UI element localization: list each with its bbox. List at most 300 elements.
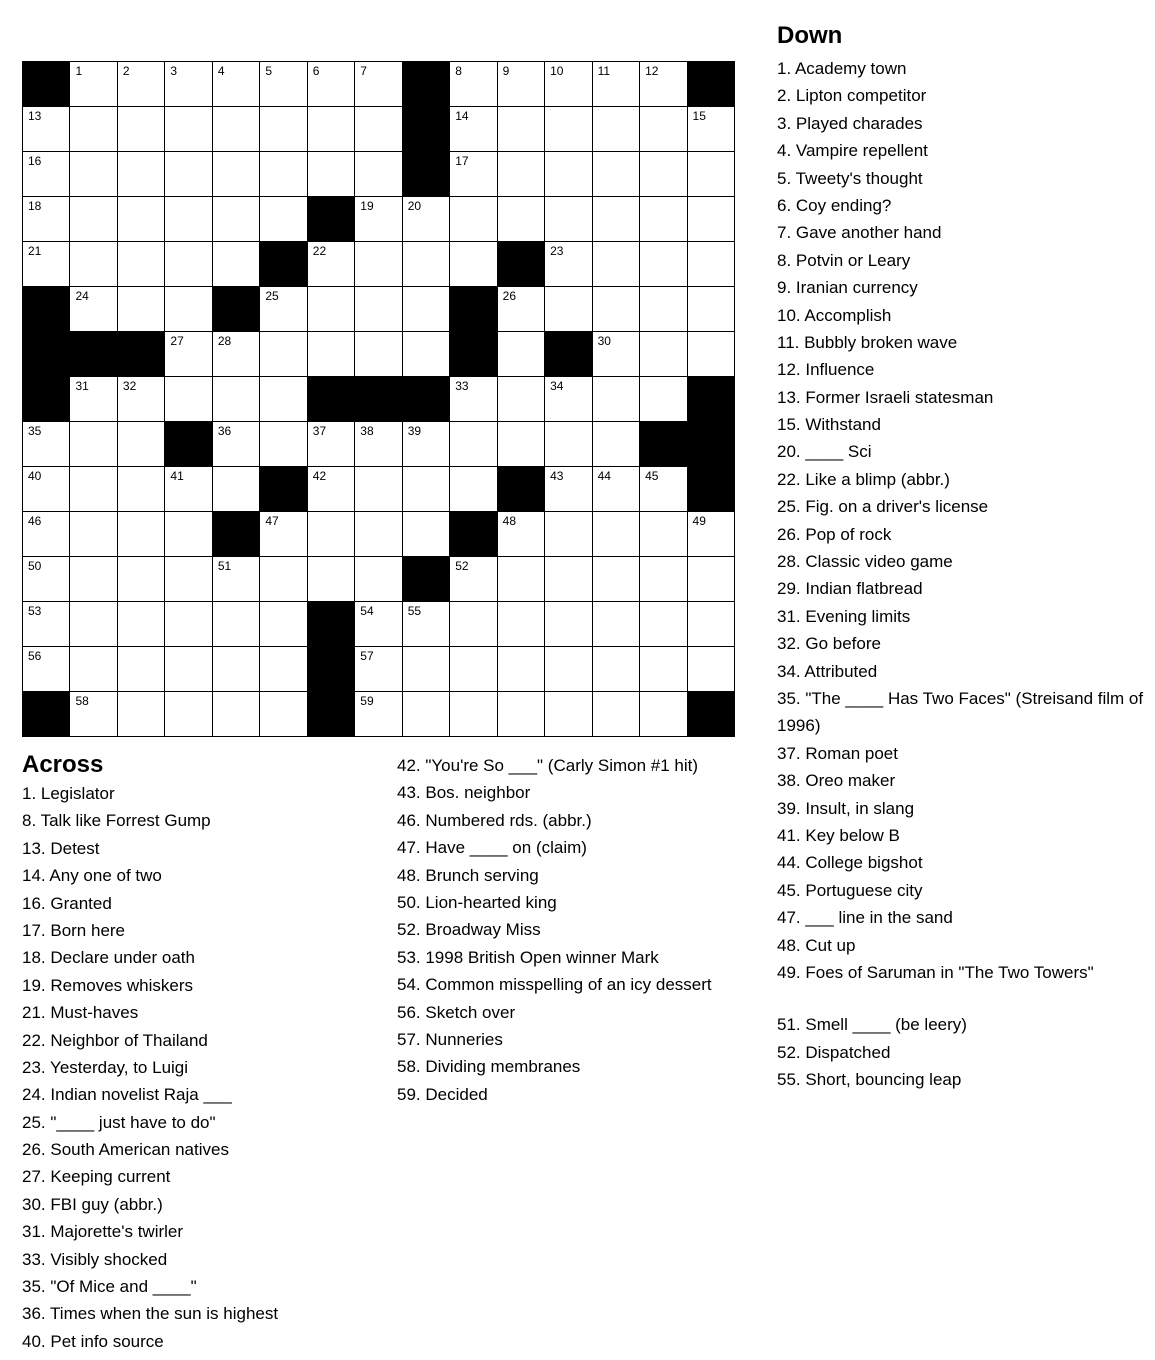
grid-cell[interactable] xyxy=(165,467,212,512)
grid-cell[interactable] xyxy=(23,512,70,557)
clue-item: 55. Short, bouncing leap xyxy=(777,1070,962,1090)
grid-cell[interactable] xyxy=(640,62,687,107)
clue-item: 17. Born here xyxy=(22,920,126,940)
black-square xyxy=(308,647,355,692)
clue-item: 8. Potvin or Leary xyxy=(777,250,911,270)
grid-cell[interactable] xyxy=(165,197,212,242)
grid-cell[interactable] xyxy=(450,377,497,422)
grid-cell[interactable] xyxy=(260,287,307,332)
grid-cell[interactable] xyxy=(640,287,687,332)
grid-cell[interactable] xyxy=(403,512,450,557)
grid-cell[interactable] xyxy=(118,422,165,467)
grid-cell[interactable] xyxy=(308,512,355,557)
grid-cell[interactable] xyxy=(640,512,687,557)
grid-cell[interactable] xyxy=(593,647,640,692)
grid-cell[interactable] xyxy=(545,557,592,602)
cell-number: 33 xyxy=(455,379,469,393)
clue-item: 13. Detest xyxy=(22,838,100,858)
clue-item: 47. Have ____ on (claim) xyxy=(397,838,587,858)
grid-cell[interactable] xyxy=(450,602,497,647)
cell-number: 3 xyxy=(170,64,178,78)
black-square xyxy=(498,467,545,512)
cell-number: 15 xyxy=(692,109,706,123)
grid-cell[interactable] xyxy=(593,557,640,602)
clue-item: 35. "The ____ Has Two Faces" (Streisand film of 1996) xyxy=(777,688,1144,736)
black-square xyxy=(450,332,497,377)
grid-cell[interactable] xyxy=(593,377,640,422)
grid-cell[interactable] xyxy=(165,647,212,692)
across-clue-list-1 xyxy=(22,780,382,1355)
cell-number: 26 xyxy=(502,289,517,303)
clue-item: 2. Lipton competitor xyxy=(777,86,927,106)
grid-cell[interactable] xyxy=(118,197,165,242)
cell-number: 45 xyxy=(645,469,659,483)
grid-cell[interactable] xyxy=(260,422,307,467)
down-clue-list xyxy=(777,55,1147,1093)
grid-cell[interactable] xyxy=(688,242,735,287)
black-square xyxy=(688,62,735,107)
clue-item: 20. ____ Sci xyxy=(777,442,872,462)
grid-cell[interactable] xyxy=(165,332,212,377)
grid-cell[interactable] xyxy=(23,242,70,287)
grid-cell[interactable] xyxy=(70,242,117,287)
grid-cell[interactable] xyxy=(70,197,117,242)
black-square xyxy=(403,62,450,107)
grid-cell[interactable] xyxy=(260,107,307,152)
grid-cell[interactable] xyxy=(355,197,402,242)
grid-cell[interactable] xyxy=(23,557,70,602)
clue-item: 15. Withstand xyxy=(777,415,881,435)
grid-cell[interactable] xyxy=(308,242,355,287)
clue-item: 42. "You're So ___" (Carly Simon #1 hit) xyxy=(397,756,699,775)
cell-number: 10 xyxy=(550,64,564,78)
grid-cell[interactable] xyxy=(640,332,687,377)
cell-number: 49 xyxy=(692,514,706,528)
grid-cell[interactable] xyxy=(450,422,497,467)
grid-cell[interactable] xyxy=(688,602,735,647)
grid-cell[interactable] xyxy=(213,377,260,422)
cell-number: 56 xyxy=(28,649,42,663)
clue-item: 59. Decided xyxy=(397,1084,488,1104)
grid-cell[interactable] xyxy=(640,107,687,152)
grid-cell[interactable] xyxy=(355,242,402,287)
clue-item: 8. Talk like Forrest Gump xyxy=(22,811,211,831)
grid-cell[interactable] xyxy=(403,647,450,692)
grid-cell[interactable] xyxy=(118,557,165,602)
grid-cell[interactable] xyxy=(260,602,307,647)
cell-number: 31 xyxy=(75,379,89,393)
black-square xyxy=(118,332,165,377)
clue-item: 9. Iranian currency xyxy=(777,278,918,298)
clue-item: 25. Fig. on a driver's license xyxy=(777,497,989,517)
grid-cell[interactable] xyxy=(593,287,640,332)
grid-cell[interactable] xyxy=(118,692,165,737)
clue-item: 50. Lion-hearted king xyxy=(397,892,557,912)
black-square xyxy=(165,422,212,467)
black-square xyxy=(23,692,70,737)
cell-number: 43 xyxy=(550,469,564,483)
grid-cell[interactable] xyxy=(118,62,165,107)
grid-cell[interactable] xyxy=(70,422,117,467)
grid-cell[interactable] xyxy=(23,107,70,152)
grid-cell[interactable] xyxy=(213,107,260,152)
grid-cell[interactable] xyxy=(355,332,402,377)
grid-cell[interactable] xyxy=(70,692,117,737)
grid-cell[interactable] xyxy=(23,422,70,467)
black-square xyxy=(308,692,355,737)
grid-cell[interactable] xyxy=(545,152,592,197)
black-square xyxy=(260,242,307,287)
grid-cell[interactable] xyxy=(450,692,497,737)
grid-cell[interactable] xyxy=(70,62,117,107)
grid-cell[interactable] xyxy=(70,557,117,602)
grid-cell[interactable] xyxy=(450,152,497,197)
grid-cell[interactable] xyxy=(165,287,212,332)
clue-item: 4. Vampire repellent xyxy=(777,141,928,161)
grid-cell[interactable] xyxy=(450,197,497,242)
grid-cell[interactable] xyxy=(118,287,165,332)
grid-cell[interactable] xyxy=(498,377,545,422)
grid-cell[interactable] xyxy=(593,602,640,647)
cell-number: 40 xyxy=(28,469,42,483)
black-square xyxy=(640,422,687,467)
black-square xyxy=(308,377,355,422)
grid-cell[interactable] xyxy=(213,332,260,377)
grid-cell[interactable] xyxy=(118,242,165,287)
clue-item: 51. Smell ____ (be leery) xyxy=(777,1015,967,1035)
grid-cell[interactable] xyxy=(640,467,687,512)
grid-cell[interactable] xyxy=(688,287,735,332)
clue-item: 52. Broadway Miss xyxy=(397,920,541,940)
cell-number: 42 xyxy=(312,469,327,483)
black-square xyxy=(355,377,402,422)
grid-cell[interactable] xyxy=(545,377,592,422)
grid-cell[interactable] xyxy=(498,107,545,152)
black-square xyxy=(688,377,735,422)
grid-cell[interactable] xyxy=(355,647,402,692)
grid-cell[interactable] xyxy=(450,62,497,107)
grid-cell[interactable] xyxy=(23,197,70,242)
clue-item: 18. Declare under oath xyxy=(22,948,195,968)
grid-cell[interactable] xyxy=(355,467,402,512)
cell-number: 19 xyxy=(360,199,374,213)
grid-cell[interactable] xyxy=(403,287,450,332)
grid-cell[interactable] xyxy=(498,692,545,737)
black-square xyxy=(308,197,355,242)
grid-cell[interactable] xyxy=(23,467,70,512)
grid-cell[interactable] xyxy=(640,242,687,287)
grid-cell[interactable] xyxy=(165,692,212,737)
grid-cell[interactable] xyxy=(640,647,687,692)
cell-number: 5 xyxy=(265,64,273,78)
cell-number: 13 xyxy=(28,109,42,123)
clue-item: 24. Indian novelist Raja ___ xyxy=(22,1085,232,1105)
grid-cell[interactable] xyxy=(640,197,687,242)
grid-cell[interactable] xyxy=(165,557,212,602)
cell-number: 12 xyxy=(645,64,659,78)
grid-cell[interactable] xyxy=(260,557,307,602)
grid-cell[interactable] xyxy=(593,467,640,512)
grid-cell[interactable] xyxy=(498,332,545,377)
grid-cell[interactable] xyxy=(450,107,497,152)
grid-cell[interactable] xyxy=(308,152,355,197)
grid-cell[interactable] xyxy=(498,602,545,647)
grid-cell[interactable] xyxy=(498,512,545,557)
black-square xyxy=(70,332,117,377)
clue-item: 44. College bigshot xyxy=(777,853,923,873)
grid-cell[interactable] xyxy=(640,602,687,647)
grid-cell[interactable] xyxy=(593,62,640,107)
grid-cell[interactable] xyxy=(213,467,260,512)
grid-cell[interactable] xyxy=(355,62,402,107)
grid-cell[interactable] xyxy=(23,152,70,197)
cell-number: 55 xyxy=(407,604,422,618)
cell-number: 23 xyxy=(550,244,564,258)
clue-item: 40. Pet info source xyxy=(22,1331,164,1351)
grid-cell[interactable] xyxy=(118,602,165,647)
grid-cell[interactable] xyxy=(308,287,355,332)
grid-cell[interactable] xyxy=(545,647,592,692)
grid-cell[interactable] xyxy=(308,62,355,107)
grid-cell[interactable] xyxy=(593,692,640,737)
grid-cell[interactable] xyxy=(355,287,402,332)
clue-item: 1. Academy town xyxy=(777,59,907,78)
cell-number: 59 xyxy=(360,694,374,708)
grid-cell[interactable] xyxy=(593,422,640,467)
cell-number: 37 xyxy=(312,424,327,438)
grid-cell[interactable] xyxy=(213,647,260,692)
grid-cell[interactable] xyxy=(355,422,402,467)
grid-cell[interactable] xyxy=(688,197,735,242)
grid-cell[interactable] xyxy=(23,602,70,647)
cell-number: 54 xyxy=(360,604,374,618)
black-square xyxy=(545,332,592,377)
grid-cell[interactable] xyxy=(118,647,165,692)
grid-cell[interactable] xyxy=(640,557,687,602)
grid-cell[interactable] xyxy=(545,602,592,647)
grid-cell[interactable] xyxy=(260,377,307,422)
grid-cell[interactable] xyxy=(70,377,117,422)
grid-cell[interactable] xyxy=(70,602,117,647)
grid-cell[interactable] xyxy=(545,422,592,467)
grid-cell[interactable] xyxy=(498,422,545,467)
grid-cell[interactable] xyxy=(260,152,307,197)
clue-item: 22. Like a blimp (abbr.) xyxy=(777,469,950,489)
grid-cell[interactable] xyxy=(70,512,117,557)
grid-cell[interactable] xyxy=(450,242,497,287)
grid-cell[interactable] xyxy=(688,512,735,557)
clue-item: 1. Legislator xyxy=(22,784,115,803)
grid-cell[interactable] xyxy=(23,647,70,692)
grid-cell[interactable] xyxy=(118,152,165,197)
grid-cell[interactable] xyxy=(403,332,450,377)
grid-cell[interactable] xyxy=(545,242,592,287)
cell-number: 35 xyxy=(28,424,42,438)
grid-cell[interactable] xyxy=(355,107,402,152)
black-square xyxy=(403,377,450,422)
grid-cell[interactable] xyxy=(640,692,687,737)
grid-cell[interactable] xyxy=(308,332,355,377)
grid-cell[interactable] xyxy=(213,692,260,737)
grid-cell[interactable] xyxy=(118,467,165,512)
clue-item: 12. Influence xyxy=(777,360,875,380)
grid-cell[interactable] xyxy=(403,197,450,242)
grid-cell[interactable] xyxy=(355,557,402,602)
grid-cell[interactable] xyxy=(70,107,117,152)
cell-number: 48 xyxy=(502,514,517,528)
across-heading: Across xyxy=(22,751,104,778)
grid-cell[interactable] xyxy=(498,62,545,107)
grid-cell[interactable] xyxy=(213,557,260,602)
grid-cell[interactable] xyxy=(165,377,212,422)
grid-cell[interactable] xyxy=(403,242,450,287)
grid-cell[interactable] xyxy=(403,692,450,737)
grid-cell[interactable] xyxy=(688,107,735,152)
black-square xyxy=(213,512,260,557)
grid-cell[interactable] xyxy=(640,377,687,422)
clue-item: 3. Played charades xyxy=(777,113,923,133)
grid-cell[interactable] xyxy=(165,242,212,287)
grid-cell[interactable] xyxy=(118,107,165,152)
across-clue-list-2 xyxy=(397,752,767,1108)
cell-number: 20 xyxy=(407,199,422,213)
cell-number: 24 xyxy=(75,289,89,303)
grid-cell[interactable] xyxy=(355,152,402,197)
grid-cell[interactable] xyxy=(403,422,450,467)
grid-cell[interactable] xyxy=(70,152,117,197)
black-square xyxy=(308,602,355,647)
grid-cell[interactable] xyxy=(498,152,545,197)
grid-cell[interactable] xyxy=(498,557,545,602)
clue-item: 32. Go before xyxy=(777,634,881,654)
grid-cell[interactable] xyxy=(498,647,545,692)
grid-cell[interactable] xyxy=(165,62,212,107)
grid-cell[interactable] xyxy=(498,287,545,332)
grid-cell[interactable] xyxy=(593,107,640,152)
grid-cell[interactable] xyxy=(403,467,450,512)
grid-cell[interactable] xyxy=(403,602,450,647)
black-square xyxy=(403,152,450,197)
grid-cell[interactable] xyxy=(213,152,260,197)
cell-number: 46 xyxy=(28,514,42,528)
grid-cell[interactable] xyxy=(545,107,592,152)
grid-cell[interactable] xyxy=(308,467,355,512)
clue-item: 37. Roman poet xyxy=(777,743,898,763)
grid-cell[interactable] xyxy=(545,62,592,107)
grid-cell[interactable] xyxy=(118,377,165,422)
clue-item: 41. Key below B xyxy=(777,825,900,845)
grid-cell[interactable] xyxy=(688,557,735,602)
grid-cell[interactable] xyxy=(260,332,307,377)
grid-cell[interactable] xyxy=(355,512,402,557)
grid-cell[interactable] xyxy=(545,467,592,512)
clue-item: 25. "____ just have to do" xyxy=(22,1112,216,1132)
cell-number: 25 xyxy=(265,289,279,303)
grid-cell[interactable] xyxy=(545,692,592,737)
grid-cell[interactable] xyxy=(450,557,497,602)
clue-item: 49. Foes of Saruman in "The Two Towers" xyxy=(777,962,1094,982)
cell-number: 47 xyxy=(265,514,279,528)
clue-item: 6. Coy ending? xyxy=(777,195,892,215)
grid-cell[interactable] xyxy=(545,512,592,557)
clue-item: 45. Portuguese city xyxy=(777,880,923,900)
grid-cell[interactable] xyxy=(308,422,355,467)
grid-cell[interactable] xyxy=(688,332,735,377)
clue-item: 38. Oreo maker xyxy=(777,771,896,791)
grid-cell[interactable] xyxy=(165,602,212,647)
crossword-grid xyxy=(22,61,735,737)
cell-number: 8 xyxy=(455,64,462,78)
grid-cell[interactable] xyxy=(355,692,402,737)
black-square xyxy=(23,332,70,377)
grid-cell[interactable] xyxy=(545,197,592,242)
grid-cell[interactable] xyxy=(308,107,355,152)
cell-number: 21 xyxy=(28,244,42,258)
grid-cell[interactable] xyxy=(260,512,307,557)
grid-cell[interactable] xyxy=(70,647,117,692)
grid-cell[interactable] xyxy=(165,152,212,197)
grid-cell[interactable] xyxy=(355,602,402,647)
clue-item: 26. South American natives xyxy=(22,1140,229,1160)
grid-cell[interactable] xyxy=(213,602,260,647)
grid-cell[interactable] xyxy=(498,197,545,242)
grid-cell[interactable] xyxy=(593,242,640,287)
grid-cell[interactable] xyxy=(545,287,592,332)
grid-cell[interactable] xyxy=(593,332,640,377)
clue-item: 31. Evening limits xyxy=(777,606,911,626)
clue-item: 27. Keeping current xyxy=(22,1167,171,1187)
grid-cell[interactable] xyxy=(213,422,260,467)
grid-cell[interactable] xyxy=(213,242,260,287)
cell-number: 16 xyxy=(28,154,42,168)
grid-cell[interactable] xyxy=(688,152,735,197)
cell-number: 50 xyxy=(28,559,42,573)
grid-cell[interactable] xyxy=(260,62,307,107)
grid-cell[interactable] xyxy=(118,512,165,557)
clue-item: 48. Cut up xyxy=(777,935,856,955)
cell-number: 2 xyxy=(122,64,130,78)
cell-number: 53 xyxy=(28,604,42,618)
grid-cell[interactable] xyxy=(260,692,307,737)
grid-cell[interactable] xyxy=(213,197,260,242)
grid-cell[interactable] xyxy=(593,512,640,557)
cell-number: 14 xyxy=(455,109,469,123)
grid-cell[interactable] xyxy=(640,152,687,197)
grid-cell[interactable] xyxy=(260,197,307,242)
cell-number: 4 xyxy=(217,64,225,78)
grid-cell[interactable] xyxy=(450,647,497,692)
clue-item: 19. Removes whiskers xyxy=(22,975,194,995)
grid-cell[interactable] xyxy=(260,647,307,692)
grid-cell[interactable] xyxy=(165,512,212,557)
cell-number: 7 xyxy=(360,64,367,78)
grid-cell[interactable] xyxy=(308,557,355,602)
cell-number: 38 xyxy=(360,424,374,438)
grid-cell[interactable] xyxy=(70,287,117,332)
grid-cell[interactable] xyxy=(165,107,212,152)
grid-cell[interactable] xyxy=(688,647,735,692)
grid-cell[interactable] xyxy=(213,62,260,107)
cell-number: 29 xyxy=(455,334,469,348)
clue-item xyxy=(777,986,1147,1011)
grid-cell[interactable] xyxy=(70,467,117,512)
clue-item: 54. Common misspelling of an icy dessert xyxy=(397,975,712,995)
grid-cell[interactable] xyxy=(450,467,497,512)
grid-cell[interactable] xyxy=(593,197,640,242)
clue-item: 48. Brunch serving xyxy=(397,865,539,885)
grid-cell[interactable] xyxy=(593,152,640,197)
clue-item: 53. 1998 British Open winner Mark xyxy=(397,947,659,967)
